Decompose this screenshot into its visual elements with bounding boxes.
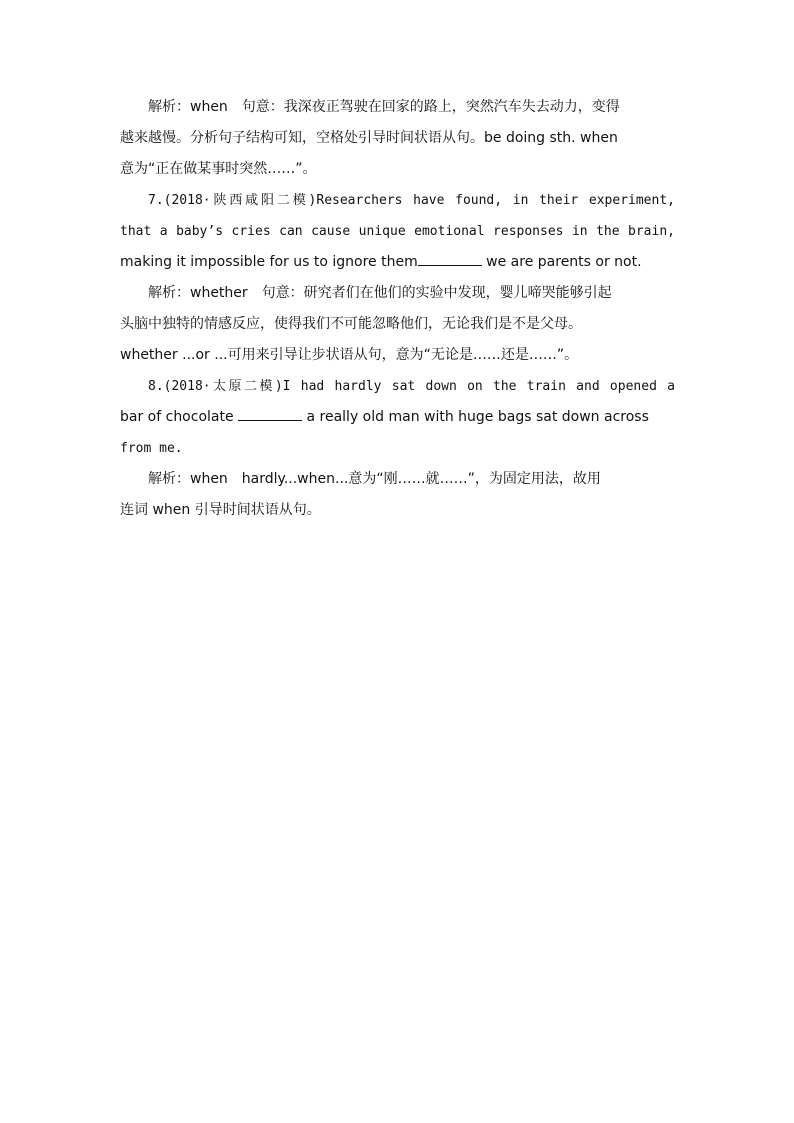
question-7-line-1: 7.(2018·陕西咸阳二模)Researchers have found, in their experiment, bbox=[148, 193, 675, 208]
analysis-7-line-2: 头脑中独特的情感反应，使得我们不可能忽略他们，无论我们是不是父母。 bbox=[120, 316, 582, 332]
analysis-6-line-2: 越来越慢。分析句子结构可知，空格处引导时间状语从句。be doing sth. when bbox=[120, 130, 618, 146]
question-8-line-1: 8.(2018·太原二模)I had hardly sat down on the train and opened a bbox=[148, 379, 675, 394]
analysis-6-line-1: 解析：when 句意：我深夜正驾驶在回家的路上，突然汽车失去动力，变得 bbox=[148, 99, 620, 115]
question-7-blank-suffix: we are parents or not. bbox=[481, 254, 642, 270]
question-8-blank-prefix: bar of chocolate bbox=[120, 409, 239, 425]
question-8 bbox=[120, 371, 675, 464]
analysis-8-line-2: 连词 when 引导时间状语从句。 bbox=[120, 502, 321, 518]
analysis-6-line-3: 意为“正在做某事时突然……”。 bbox=[120, 161, 317, 177]
analysis-6 bbox=[120, 92, 675, 185]
analysis-7-line-3: whether ...or ...可用来引导让步状语从句，意为“无论是……还是……”。 bbox=[120, 347, 579, 363]
analysis-7-line-1: 解析：whether 句意：研究者们在他们的实验中发现，婴儿啼哭能够引起 bbox=[148, 285, 612, 301]
question-7 bbox=[120, 185, 675, 278]
analysis-8-line-1: 解析：when hardly...when...意为“刚……就……”，为固定用法，故用 bbox=[148, 471, 601, 487]
question-7-line-3 bbox=[120, 247, 675, 278]
document-body bbox=[120, 92, 675, 526]
question-8-answer-blank bbox=[238, 406, 302, 421]
analysis-7 bbox=[120, 278, 675, 371]
analysis-8 bbox=[120, 464, 675, 526]
question-7-answer-blank bbox=[418, 251, 482, 266]
question-8-line-2 bbox=[120, 402, 675, 433]
question-8-blank-suffix: a really old man with huge bags sat down across bbox=[302, 409, 649, 425]
question-7-line-2: that a baby’s cries can cause unique emotional responses in the brain, bbox=[120, 224, 675, 239]
question-8-line-3: from me. bbox=[120, 441, 183, 456]
question-7-blank-prefix: making it impossible for us to ignore them bbox=[120, 254, 418, 270]
